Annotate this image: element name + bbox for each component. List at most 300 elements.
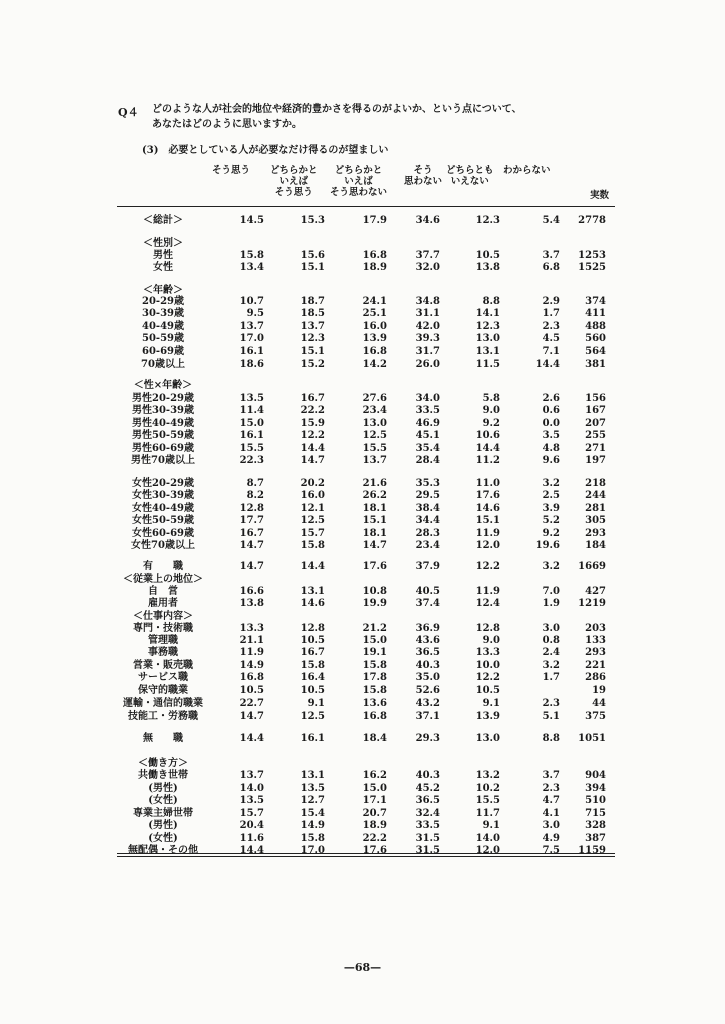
cell-value: 16.7: [300, 647, 325, 658]
table-row: [0, 321, 725, 333]
cell-value: 32.0: [415, 262, 440, 273]
cell-value: 14.9: [300, 820, 325, 831]
cell-value: 9.0: [482, 635, 500, 646]
cell-value: 15.5: [475, 795, 500, 806]
cell-value: 34.6: [415, 215, 440, 226]
cell-value: 33.5: [415, 820, 440, 831]
row-label: 50-59歳: [142, 333, 184, 344]
cell-count: 328: [585, 820, 606, 831]
cell-value: 32.4: [415, 808, 440, 819]
cell-value: 3.2: [542, 561, 560, 572]
question-number: Q４: [118, 106, 139, 119]
cell-value: 29.3: [415, 733, 440, 744]
table-row: [0, 250, 725, 262]
table-bottom-rule-double: [117, 856, 615, 857]
row-label: (男性): [148, 783, 178, 794]
cell-value: 15.0: [362, 635, 387, 646]
table-row: [0, 515, 725, 527]
cell-value: 16.7: [239, 528, 264, 539]
cell-value: 14.4: [239, 845, 264, 856]
column-header-1: どちらかと いえば そう思う: [270, 165, 318, 198]
table-row: [0, 455, 725, 467]
cell-value: 22.2: [362, 833, 387, 844]
cell-value: 15.8: [362, 660, 387, 671]
row-label: 女性30-39歳: [132, 490, 194, 501]
table-row: [0, 359, 725, 371]
cell-count: 255: [585, 430, 606, 441]
cell-count: 271: [585, 443, 606, 454]
cell-value: 13.2: [475, 770, 500, 781]
table-row: [0, 333, 725, 345]
cell-value: 15.6: [300, 250, 325, 261]
cell-value: 7.0: [542, 586, 560, 597]
table-row: [0, 418, 725, 430]
row-label: 共働き世帯: [138, 770, 188, 781]
cell-value: 3.0: [542, 820, 560, 831]
cell-value: 1.7: [542, 308, 560, 319]
cell-count: 167: [585, 405, 606, 416]
table-row: [0, 635, 725, 647]
cell-value: 26.0: [415, 359, 440, 370]
cell-value: 10.5: [300, 635, 325, 646]
cell-value: 2.3: [542, 783, 560, 794]
cell-value: 31.1: [415, 308, 440, 319]
cell-value: 14.0: [475, 833, 500, 844]
row-label: 自 営: [148, 586, 178, 597]
table-row: [0, 660, 725, 672]
cell-value: 3.0: [542, 623, 560, 634]
cell-value: 0.6: [542, 405, 560, 416]
row-label: 有 職: [143, 561, 183, 572]
row-label: サービス職: [138, 672, 188, 683]
cell-value: 23.4: [362, 405, 387, 416]
cell-value: 5.4: [542, 215, 560, 226]
cell-count: 1253: [578, 250, 606, 261]
cell-count: 218: [585, 478, 606, 489]
cell-value: 37.7: [415, 250, 440, 261]
cell-value: 1.9: [542, 598, 560, 609]
cell-value: 15.7: [239, 808, 264, 819]
table-row: [0, 443, 725, 455]
table-row: [0, 586, 725, 598]
cell-value: 9.5: [246, 308, 264, 319]
cell-value: 20.4: [239, 820, 264, 831]
cell-value: 25.1: [362, 308, 387, 319]
cell-count: 221: [585, 660, 606, 671]
cell-value: 13.5: [239, 795, 264, 806]
cell-value: 18.9: [362, 262, 387, 273]
question-text-line1: どのような人が社会的地位や経済的豊かさを得るのがよいか、という点について、: [152, 104, 522, 115]
cell-value: 22.2: [300, 405, 325, 416]
table-row: [0, 611, 725, 623]
cell-value: 16.1: [300, 733, 325, 744]
row-label: 女性: [153, 262, 173, 273]
cell-value: 4.8: [542, 443, 560, 454]
cell-value: 2.4: [542, 647, 560, 658]
page-number: —68—: [343, 961, 382, 974]
cell-value: 13.3: [475, 647, 500, 658]
cell-value: 13.0: [475, 333, 500, 344]
table-row: [0, 503, 725, 515]
cell-value: 15.5: [362, 443, 387, 454]
cell-value: 16.1: [239, 346, 264, 357]
cell-value: 34.0: [415, 393, 440, 404]
cell-value: 13.0: [362, 418, 387, 429]
question-text-line2: あなたはどのように思いますか。: [152, 119, 302, 130]
cell-value: 13.0: [475, 733, 500, 744]
cell-value: 2.5: [542, 490, 560, 501]
row-label: ＜性別＞: [143, 238, 183, 249]
cell-value: 27.6: [362, 393, 387, 404]
cell-value: 2.3: [542, 321, 560, 332]
cell-value: 11.5: [475, 359, 500, 370]
cell-count: 286: [585, 672, 606, 683]
cell-count: 1669: [578, 561, 606, 572]
cell-value: 4.1: [542, 808, 560, 819]
table-row: [0, 820, 725, 832]
cell-value: 36.5: [415, 647, 440, 658]
cell-value: 3.7: [542, 770, 560, 781]
cell-value: 19.1: [362, 647, 387, 658]
cell-count: 387: [585, 833, 606, 844]
row-label: 男性60-69歳: [132, 443, 194, 454]
column-header-0: そう思う: [212, 165, 251, 176]
cell-value: 3.2: [542, 660, 560, 671]
cell-count: 203: [585, 623, 606, 634]
row-label: 雇用者: [148, 598, 178, 609]
cell-count: 2778: [578, 215, 606, 226]
cell-value: 35.4: [415, 443, 440, 454]
cell-value: 14.9: [239, 660, 264, 671]
cell-value: 1.7: [542, 672, 560, 683]
cell-value: 28.3: [415, 528, 440, 539]
cell-value: 19.6: [535, 540, 560, 551]
row-label: 男性30-39歳: [132, 405, 194, 416]
cell-value: 15.9: [300, 418, 325, 429]
cell-value: 31.7: [415, 346, 440, 357]
cell-value: 12.2: [300, 430, 325, 441]
table-row: [0, 758, 725, 770]
cell-value: 16.8: [362, 250, 387, 261]
cell-value: 21.1: [239, 635, 264, 646]
table-row: [0, 808, 725, 820]
row-label: 管理職: [148, 635, 178, 646]
cell-value: 16.8: [362, 346, 387, 357]
cell-value: 15.1: [300, 346, 325, 357]
cell-value: 12.3: [475, 321, 500, 332]
cell-value: 10.2: [475, 783, 500, 794]
cell-value: 22.7: [239, 698, 264, 709]
cell-value: 18.5: [300, 308, 325, 319]
cell-value: 10.5: [475, 685, 500, 696]
cell-value: 13.1: [300, 586, 325, 597]
cell-value: 9.2: [482, 418, 500, 429]
cell-value: 4.5: [542, 333, 560, 344]
cell-value: 10.5: [239, 685, 264, 696]
row-label: ＜仕事内容＞: [133, 611, 193, 622]
cell-value: 12.8: [300, 623, 325, 634]
cell-value: 13.1: [475, 346, 500, 357]
cell-value: 13.4: [239, 262, 264, 273]
cell-value: 14.7: [239, 561, 264, 572]
cell-value: 15.4: [300, 808, 325, 819]
cell-value: 12.0: [475, 845, 500, 856]
cell-value: 17.1: [362, 795, 387, 806]
cell-value: 0.0: [542, 418, 560, 429]
cell-value: 5.1: [542, 711, 560, 722]
cell-count: 207: [585, 418, 606, 429]
cell-count: 564: [585, 346, 606, 357]
row-label: (男性): [148, 820, 178, 831]
row-label: (女性): [148, 795, 178, 806]
table-row: [0, 698, 725, 710]
cell-value: 15.8: [362, 685, 387, 696]
cell-count: 184: [585, 540, 606, 551]
cell-value: 9.6: [542, 455, 560, 466]
cell-value: 17.9: [362, 215, 387, 226]
cell-value: 4.9: [542, 833, 560, 844]
row-label: 女性40-49歳: [132, 503, 194, 514]
table-row: [0, 393, 725, 405]
cell-value: 22.3: [239, 455, 264, 466]
cell-value: 16.7: [300, 393, 325, 404]
cell-value: 45.2: [415, 783, 440, 794]
cell-value: 0.8: [542, 635, 560, 646]
table-row: [0, 598, 725, 610]
row-label: ＜年齢＞: [143, 285, 183, 296]
cell-value: 13.5: [239, 393, 264, 404]
cell-value: 43.6: [415, 635, 440, 646]
cell-value: 11.9: [239, 647, 264, 658]
row-label: 男性50-59歳: [132, 430, 194, 441]
table-row: [0, 770, 725, 782]
cell-value: 12.8: [239, 503, 264, 514]
cell-count: 133: [585, 635, 606, 646]
row-label: 男性40-49歳: [132, 418, 194, 429]
cell-count: 1525: [578, 262, 606, 273]
cell-value: 14.4: [535, 359, 560, 370]
cell-value: 14.5: [239, 215, 264, 226]
cell-value: 14.4: [300, 443, 325, 454]
cell-value: 19.9: [362, 598, 387, 609]
cell-value: 35.3: [415, 478, 440, 489]
row-label: ＜従業上の地位＞: [123, 574, 203, 585]
row-label: 運輸・通信的職業: [123, 698, 203, 709]
table-row: [0, 380, 725, 392]
cell-value: 13.6: [362, 698, 387, 709]
row-label: 専門・技術職: [133, 623, 193, 634]
cell-value: 11.6: [239, 833, 264, 844]
cell-value: 10.8: [362, 586, 387, 597]
row-label: 専業主婦世帯: [133, 808, 193, 819]
cell-value: 40.3: [415, 660, 440, 671]
cell-value: 3.9: [542, 503, 560, 514]
column-header-5: わからない: [503, 165, 551, 176]
cell-value: 18.4: [362, 733, 387, 744]
cell-value: 10.7: [239, 296, 264, 307]
cell-value: 18.1: [362, 503, 387, 514]
table-row: [0, 238, 725, 250]
cell-value: 36.5: [415, 795, 440, 806]
table-row: [0, 308, 725, 320]
cell-value: 13.5: [300, 783, 325, 794]
cell-value: 9.0: [482, 405, 500, 416]
row-label: 男性70歳以上: [131, 455, 195, 466]
row-label: 無配偶・その他: [128, 845, 198, 856]
cell-value: 15.5: [239, 443, 264, 454]
cell-value: 17.0: [239, 333, 264, 344]
cell-value: 8.2: [246, 490, 264, 501]
cell-count: 374: [585, 296, 606, 307]
cell-value: 12.3: [300, 333, 325, 344]
table-row: [0, 685, 725, 697]
table-row: [0, 795, 725, 807]
cell-value: 16.8: [362, 711, 387, 722]
cell-count: 904: [585, 770, 606, 781]
cell-value: 9.2: [542, 528, 560, 539]
row-label: 20-29歳: [142, 296, 184, 307]
cell-value: 9.1: [307, 698, 325, 709]
cell-value: 16.2: [362, 770, 387, 781]
cell-count: 411: [585, 308, 606, 319]
cell-value: 5.2: [542, 515, 560, 526]
cell-value: 13.7: [239, 770, 264, 781]
cell-value: 37.9: [415, 561, 440, 572]
cell-value: 17.6: [475, 490, 500, 501]
cell-count: 197: [585, 455, 606, 466]
cell-value: 34.8: [415, 296, 440, 307]
cell-value: 14.4: [239, 733, 264, 744]
cell-value: 8.7: [246, 478, 264, 489]
table-row: [0, 672, 725, 684]
cell-value: 13.7: [300, 321, 325, 332]
table-row: [0, 478, 725, 490]
cell-value: 14.4: [475, 443, 500, 454]
table-row: [0, 215, 725, 227]
cell-value: 15.1: [300, 262, 325, 273]
cell-value: 2.9: [542, 296, 560, 307]
cell-value: 14.2: [362, 359, 387, 370]
cell-count: 156: [585, 393, 606, 404]
cell-value: 18.9: [362, 820, 387, 831]
cell-value: 10.0: [475, 660, 500, 671]
cell-value: 16.1: [239, 430, 264, 441]
cell-value: 3.5: [542, 430, 560, 441]
cell-value: 17.0: [300, 845, 325, 856]
cell-value: 12.4: [475, 598, 500, 609]
cell-value: 13.3: [239, 623, 264, 634]
cell-value: 14.4: [300, 561, 325, 572]
cell-value: 13.1: [300, 770, 325, 781]
table-row: [0, 540, 725, 552]
cell-value: 29.5: [415, 490, 440, 501]
table-row: [0, 490, 725, 502]
cell-value: 20.7: [362, 808, 387, 819]
cell-value: 23.4: [415, 540, 440, 551]
cell-value: 14.7: [239, 540, 264, 551]
cell-value: 4.7: [542, 795, 560, 806]
cell-value: 14.6: [475, 503, 500, 514]
table-row: [0, 647, 725, 659]
cell-value: 12.5: [362, 430, 387, 441]
cell-count: 394: [585, 783, 606, 794]
cell-value: 15.8: [300, 833, 325, 844]
cell-value: 45.1: [415, 430, 440, 441]
subquestion: (3) 必要としている人が必要なだけ得るのが望ましい: [142, 145, 389, 156]
cell-value: 12.1: [300, 503, 325, 514]
cell-value: 17.8: [362, 672, 387, 683]
column-header-4: どちらとも いえない: [446, 165, 494, 187]
cell-value: 38.4: [415, 503, 440, 514]
row-label: (女性): [148, 833, 178, 844]
cell-value: 18.6: [239, 359, 264, 370]
cell-value: 11.9: [475, 586, 500, 597]
cell-value: 26.2: [362, 490, 387, 501]
cell-value: 15.3: [300, 215, 325, 226]
table-row: [0, 528, 725, 540]
cell-value: 43.2: [415, 698, 440, 709]
cell-value: 15.1: [475, 515, 500, 526]
cell-value: 16.0: [300, 490, 325, 501]
cell-value: 37.4: [415, 598, 440, 609]
cell-value: 36.9: [415, 623, 440, 634]
cell-value: 15.8: [300, 540, 325, 551]
cell-value: 35.0: [415, 672, 440, 683]
row-label: 女性50-59歳: [132, 515, 194, 526]
cell-value: 2.3: [542, 698, 560, 709]
cell-value: 12.5: [300, 711, 325, 722]
question-text: [152, 102, 592, 132]
cell-value: 21.2: [362, 623, 387, 634]
cell-count: 293: [585, 647, 606, 658]
cell-value: 14.7: [362, 540, 387, 551]
cell-value: 15.8: [300, 660, 325, 671]
cell-value: 15.1: [362, 515, 387, 526]
cell-value: 15.2: [300, 359, 325, 370]
cell-value: 2.6: [542, 393, 560, 404]
cell-value: 13.9: [475, 711, 500, 722]
cell-value: 3.2: [542, 478, 560, 489]
cell-value: 3.7: [542, 250, 560, 261]
row-label: ＜性×年齢＞: [133, 380, 193, 391]
cell-value: 10.5: [300, 685, 325, 696]
cell-value: 17.6: [362, 845, 387, 856]
cell-count: 305: [585, 515, 606, 526]
cell-value: 7.1: [542, 346, 560, 357]
row-label: 事務職: [148, 647, 178, 658]
row-label: 無 職: [143, 733, 183, 744]
column-header-n: 実数: [590, 190, 610, 201]
cell-value: 16.8: [239, 672, 264, 683]
cell-value: 5.8: [482, 393, 500, 404]
row-label: 30-39歳: [142, 308, 184, 319]
cell-value: 13.9: [362, 333, 387, 344]
table-row: [0, 574, 725, 586]
cell-value: 34.4: [415, 515, 440, 526]
cell-count: 281: [585, 503, 606, 514]
cell-value: 46.9: [415, 418, 440, 429]
row-label: ＜働き方＞: [138, 758, 188, 769]
cell-count: 715: [585, 808, 606, 819]
cell-value: 14.1: [475, 308, 500, 319]
cell-count: 381: [585, 359, 606, 370]
table-row: [0, 733, 725, 745]
cell-value: 9.1: [482, 820, 500, 831]
cell-value: 15.7: [300, 528, 325, 539]
cell-count: 244: [585, 490, 606, 501]
cell-value: 42.0: [415, 321, 440, 332]
cell-value: 12.5: [300, 515, 325, 526]
